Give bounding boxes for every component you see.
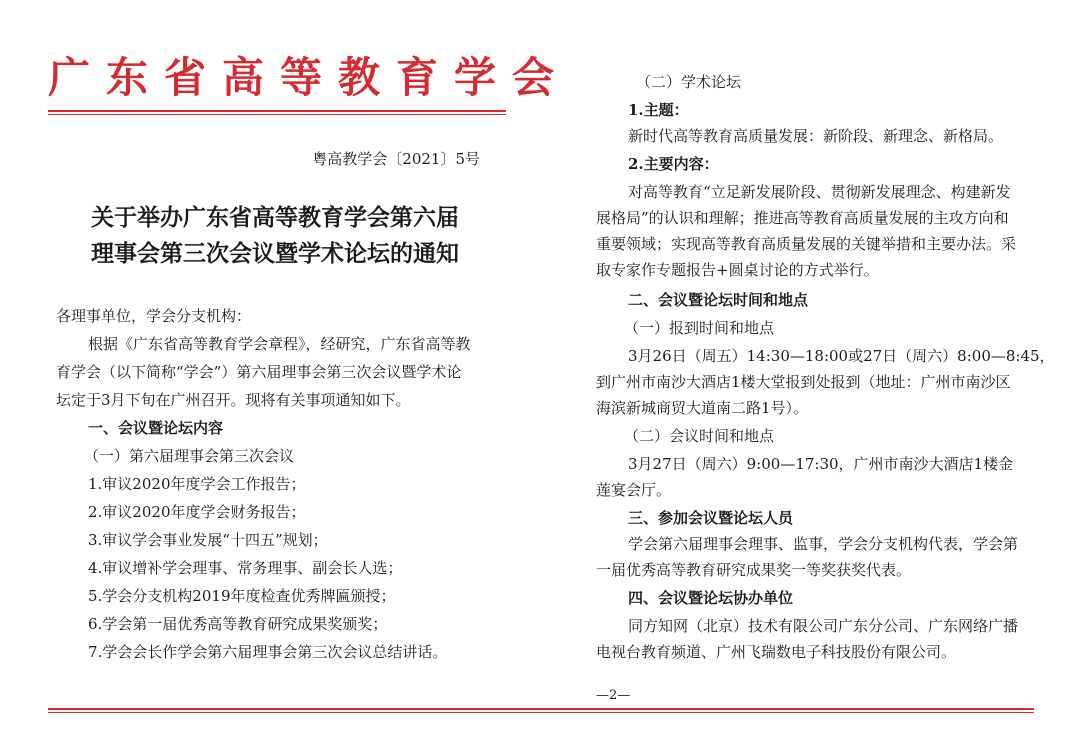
content-line: 取专家作专题报告+圆桌讨论的方式举行。 — [596, 261, 879, 279]
footer-rule — [540, 708, 1034, 710]
page-number: —2— — [596, 688, 631, 703]
registration-line: 海滨新城商贸大道南二路1号）。 — [596, 399, 809, 417]
list-item: 5.学会分支机构2019年度检查优秀牌匾颁授； — [88, 587, 396, 605]
intro-line: 坛定于3月下旬在广州召开。现将有关事项通知如下。 — [56, 391, 411, 409]
content-label: 2.主要内容： — [628, 155, 719, 173]
footer-rule — [48, 708, 540, 710]
letterhead-rule — [48, 110, 506, 112]
footer-rule-thin — [540, 712, 1034, 713]
theme-text: 新时代高等教育高质量发展：新阶段、新理念、新格局。 — [628, 127, 1004, 145]
content-line: 重要领域；实现高等教育高质量发展的关键举措和主要办法。采 — [596, 235, 1017, 253]
letterhead-title: 广东省高等教育学会 — [48, 53, 571, 102]
registration-line: 到广州市南沙大酒店1楼大堂报到处报到（地址：广州市南沙区 — [596, 373, 1011, 391]
list-item: 1.审议2020年度学会工作报告； — [88, 475, 306, 493]
list-item: 3.审议学会事业发展“十四五”规划； — [88, 531, 328, 549]
document-number: 粤高教学会〔2021〕5号 — [312, 150, 480, 168]
intro-line: 根据《广东省高等教育学会章程》，经研究，广东省高等教 — [88, 335, 471, 353]
salutation: 各理事单位，学会分支机构： — [56, 307, 252, 325]
list-item: 2.审议2020年度学会财务报告； — [88, 503, 306, 521]
document-title — [40, 200, 510, 272]
section-heading: 四、会议暨论坛协办单位 — [628, 589, 794, 607]
right-page — [540, 0, 1080, 742]
letterhead-rule-thin — [48, 114, 506, 115]
subsection-heading: （二）学术论坛 — [636, 73, 742, 91]
document-title-line2: 理事会第三次会议暨学术论坛的通知 — [91, 240, 459, 267]
co-organizer-line: 同方知网（北京）技术有限公司广东分公司、广东网络广播 — [628, 617, 1019, 635]
subsection-heading: （一）报到时间和地点 — [624, 319, 775, 337]
footer-rule-thin — [48, 712, 540, 713]
list-item: 7.学会会长作学会第六届理事会第三次会议总结讲话。 — [88, 643, 448, 661]
list-item: 6.学会第一届优秀高等教育研究成果奖颁奖； — [88, 615, 388, 633]
section-heading: 二、会议暨论坛时间和地点 — [628, 291, 809, 309]
registration-line: 3月26日（周五）14:30—18:00或27日（周六）8:00—8:45， — [628, 347, 1055, 365]
content-line: 展格局”的认识和理解；推进高等教育高质量发展的主攻方向和 — [596, 209, 1009, 227]
attendees-line: 学会第六届理事会理事、监事，学会分支机构代表，学会第 — [628, 535, 1019, 553]
content-line: 对高等教育“立足新发展阶段、贯彻新发展理念、构建新发 — [628, 183, 1011, 201]
list-item: 4.审议增补学会理事、常务理事、副会长人选； — [88, 559, 403, 577]
subsection-heading: （一）第六届理事会第三次会议 — [84, 447, 295, 465]
meeting-line: 莲宴会厅。 — [596, 481, 672, 499]
co-organizer-line: 电视台教育频道、广州飞瑞数电子科技股份有限公司。 — [596, 643, 957, 661]
section-heading: 三、参加会议暨论坛人员 — [628, 509, 794, 527]
meeting-line: 3月27日（周六）9:00—17:30，广州市南沙大酒店1楼金 — [628, 455, 1014, 473]
theme-label: 1.主题： — [628, 101, 689, 119]
section-heading: 一、会议暨论坛内容 — [88, 419, 224, 437]
attendees-line: 一届优秀高等教育研究成果奖一等奖获奖代表。 — [596, 561, 912, 579]
intro-line: 育学会（以下简称“学会”）第六届理事会第三次会议暨学术论 — [56, 363, 462, 381]
subsection-heading: （二）会议时间和地点 — [624, 427, 775, 445]
document-title-line1: 关于举办广东省高等教育学会第六届 — [91, 204, 459, 231]
